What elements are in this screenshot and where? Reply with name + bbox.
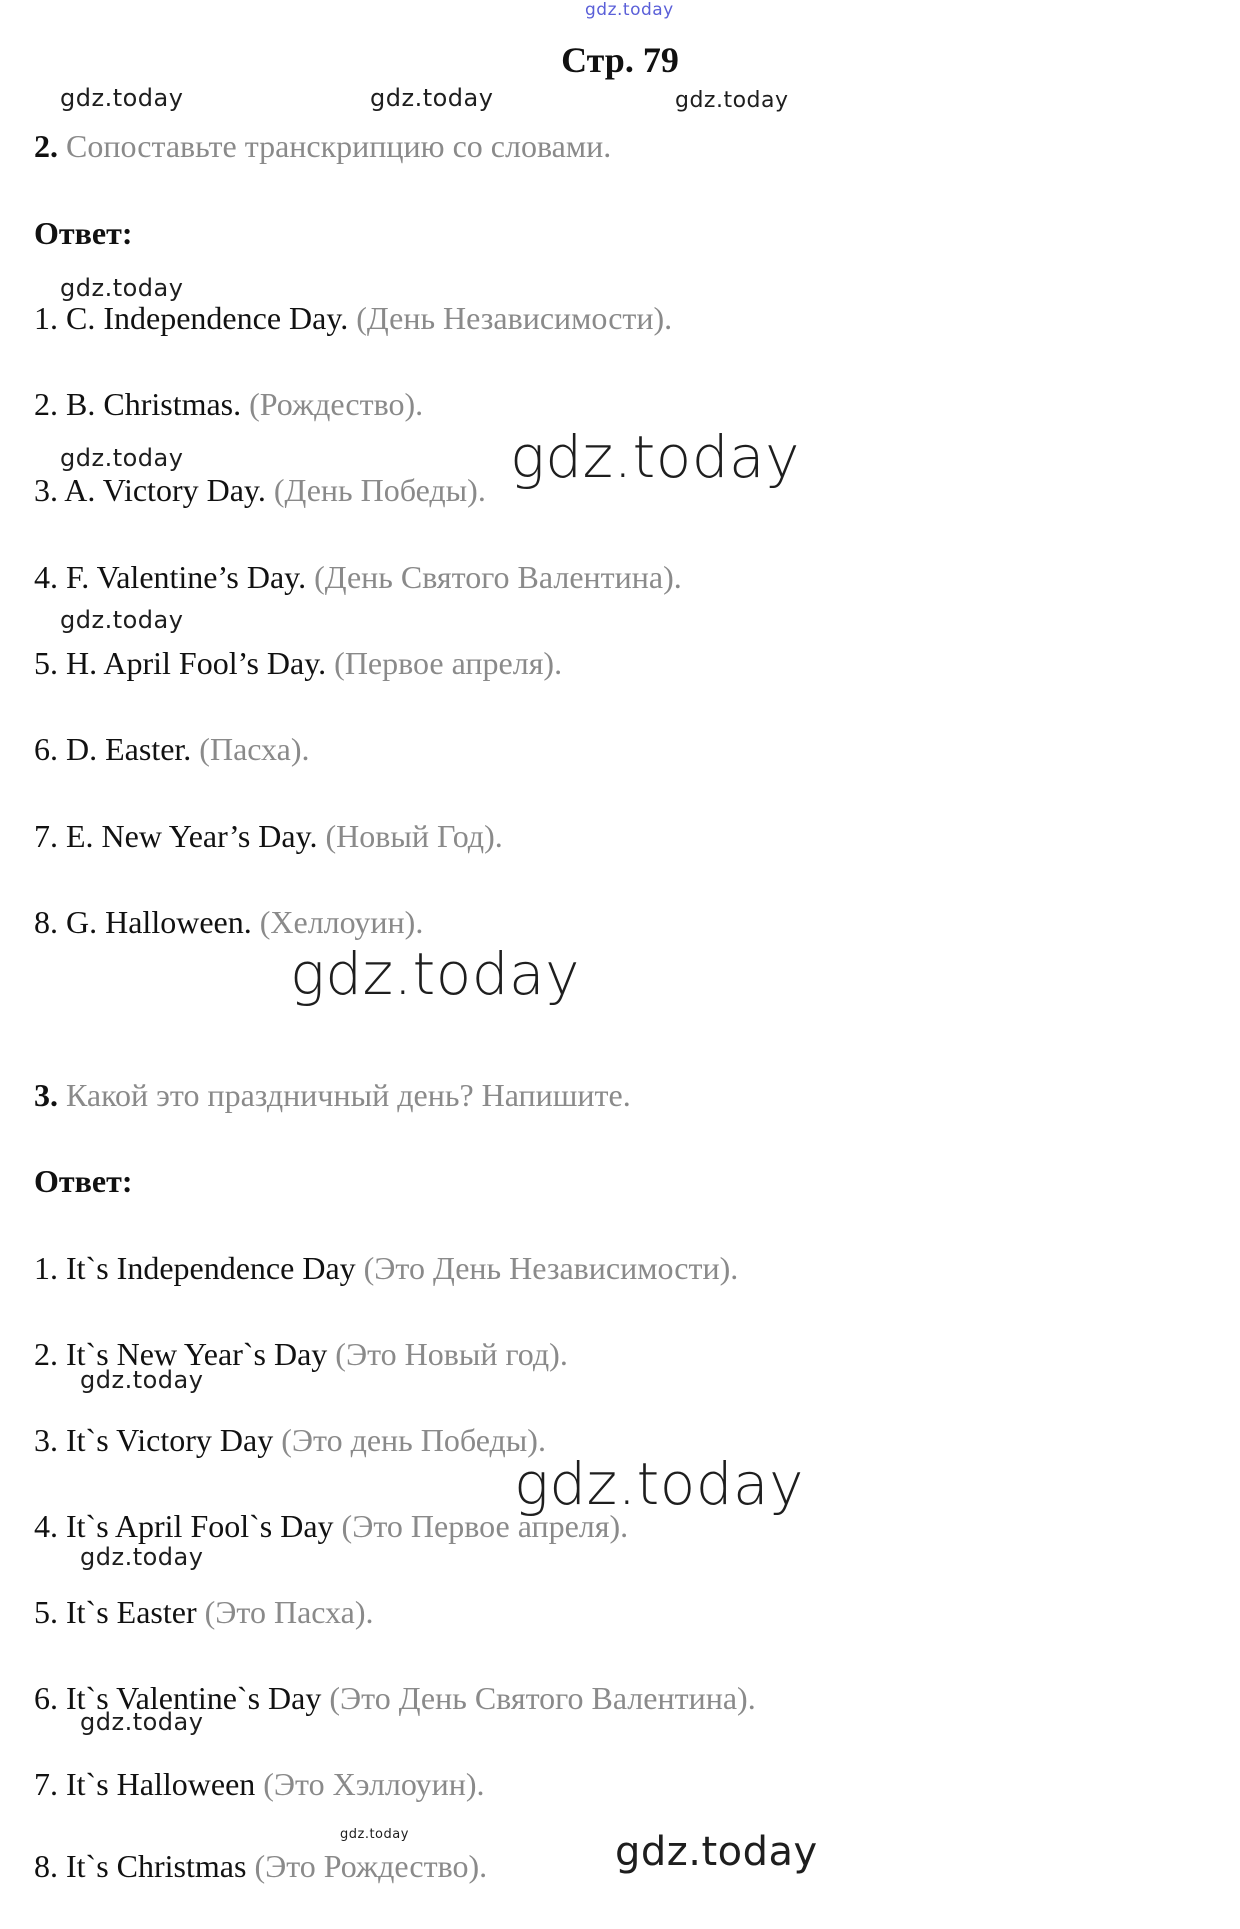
task-number: 2. bbox=[34, 128, 58, 164]
answer-en: 5. H. April Fool’s Day. bbox=[34, 645, 327, 681]
answer-label: Ответ: bbox=[34, 215, 133, 251]
answer-row bbox=[34, 300, 672, 336]
watermark: gdz.today bbox=[615, 1829, 818, 1875]
answer-ru: (Это Хэллоуин). bbox=[263, 1766, 485, 1802]
answer-row bbox=[34, 904, 423, 940]
watermark: gdz.today bbox=[60, 606, 184, 634]
watermark: gdz.today bbox=[514, 1450, 804, 1518]
watermark: gdz.today bbox=[585, 0, 674, 20]
answer-ru: (Рождество). bbox=[249, 386, 424, 422]
watermark: gdz.today bbox=[80, 1543, 204, 1571]
answer-en: 5. It`s Easter bbox=[34, 1594, 197, 1630]
answer-en: 3. A. Victory Day. bbox=[34, 472, 266, 508]
watermark: gdz.today bbox=[80, 1366, 204, 1394]
answer-ru: (Это Пасха). bbox=[204, 1594, 374, 1630]
answer-en: 8. It`s Christmas bbox=[34, 1848, 247, 1884]
page-title: Стр. 79 bbox=[561, 40, 679, 80]
answer-ru: (Это Новый год). bbox=[335, 1336, 568, 1372]
answer-en: 3. It`s Victory Day bbox=[34, 1422, 274, 1458]
answer-row bbox=[34, 1250, 738, 1286]
answer-row bbox=[34, 1508, 628, 1544]
answer-en: 6. It`s Valentine`s Day bbox=[34, 1680, 322, 1716]
answer-ru: (Это день Победы). bbox=[281, 1422, 546, 1458]
answer-en: 7. E. New Year’s Day. bbox=[34, 818, 318, 854]
answer-row bbox=[34, 731, 309, 767]
task-number: 3. bbox=[34, 1077, 58, 1113]
watermark: gdz.today bbox=[60, 84, 184, 112]
answer-row bbox=[34, 472, 486, 508]
task-3-heading bbox=[34, 1077, 631, 1113]
answer-row bbox=[34, 559, 682, 595]
task-2-heading bbox=[34, 128, 611, 164]
answer-ru: (День Независимости). bbox=[356, 300, 673, 336]
watermark: gdz.today bbox=[60, 444, 184, 472]
answer-en: 8. G. Halloween. bbox=[34, 904, 252, 940]
answer-row bbox=[34, 1848, 487, 1884]
answer-ru: (День Святого Валентина). bbox=[314, 559, 682, 595]
answer-ru: (День Победы). bbox=[273, 472, 486, 508]
answer-row bbox=[34, 1766, 485, 1802]
task-text: Сопоставьте транскрипцию со словами. bbox=[66, 128, 612, 164]
watermark: gdz.today bbox=[675, 88, 789, 113]
answer-en: 1. C. Independence Day. bbox=[34, 300, 349, 336]
answer-en: 2. B. Christmas. bbox=[34, 386, 242, 422]
answer-en: 4. F. Valentine’s Day. bbox=[34, 559, 307, 595]
answer-ru: (Первое апреля). bbox=[334, 645, 563, 681]
answer-row bbox=[34, 1422, 546, 1458]
answer-ru: (Это Первое апреля). bbox=[341, 1508, 629, 1544]
watermark: gdz.today bbox=[370, 84, 494, 112]
watermark: gdz.today bbox=[290, 940, 580, 1008]
answer-ru: (Новый Год). bbox=[325, 818, 503, 854]
answer-row bbox=[34, 1594, 373, 1630]
answer-en: 7. It`s Halloween bbox=[34, 1766, 256, 1802]
answer-ru: (Это Рождество). bbox=[254, 1848, 488, 1884]
answer-en: 1. It`s Independence Day bbox=[34, 1250, 356, 1286]
answer-en: 6. D. Easter. bbox=[34, 731, 192, 767]
answer-ru: (Это День Независимости). bbox=[363, 1250, 739, 1286]
answer-label: Ответ: bbox=[34, 1163, 133, 1199]
watermark: gdz.today bbox=[80, 1708, 204, 1736]
answer-row bbox=[34, 818, 503, 854]
answer-ru: (Пасха). bbox=[199, 731, 310, 767]
watermark: gdz.today bbox=[60, 274, 184, 302]
watermark: gdz.today bbox=[510, 423, 800, 491]
answer-row bbox=[34, 645, 562, 681]
answer-ru: (Это День Святого Валентина). bbox=[329, 1680, 756, 1716]
answer-ru: (Хеллоуин). bbox=[259, 904, 424, 940]
task-text: Какой это праздничный день? Напишите. bbox=[66, 1077, 631, 1113]
answer-en: 2. It`s New Year`s Day bbox=[34, 1336, 328, 1372]
answer-row bbox=[34, 386, 423, 422]
watermark: gdz.today bbox=[340, 1827, 409, 1842]
answer-en: 4. It`s April Fool`s Day bbox=[34, 1508, 334, 1544]
